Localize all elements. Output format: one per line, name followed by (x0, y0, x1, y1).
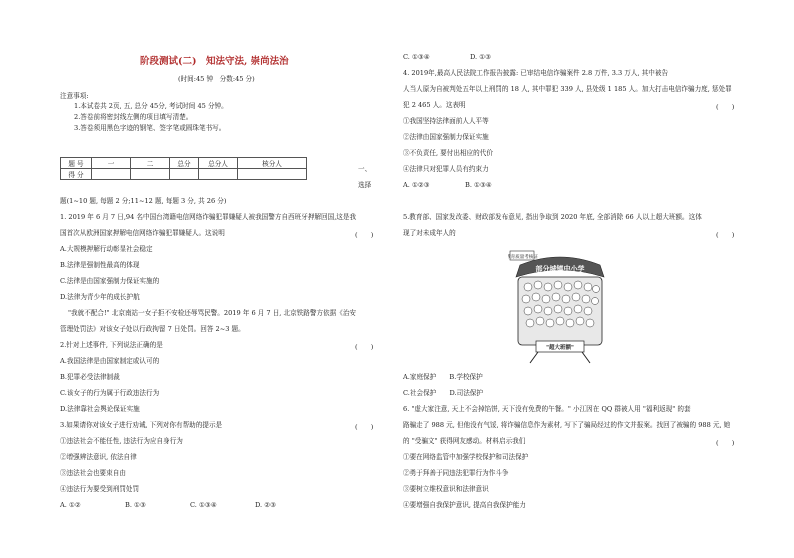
option-text: D.法律为青少年的成长护航 (60, 293, 140, 301)
option-text: B.犯罪必受法律制裁 (60, 373, 120, 381)
note-item: 3.答卷须用黑色字迹的钢笔、签字笔或圆珠笔书写。 (74, 124, 226, 132)
option-text: ①要在网络监管中加强学校保护和司法保护 (403, 453, 529, 461)
time-score-line: (时间:45 钟 分数:45 分) (178, 75, 255, 83)
cartoon-banner: 部分城镇中小学 (535, 265, 585, 273)
option-text: ①违法社会不能任性, 违法行为应自身行为 (60, 437, 183, 445)
question-text: 路骗走了 988 元, 但他没有气馁, 将诈骗信息作为素材, 写下了骗局经过的作文并报案。找回了被骗的 988 元, 她 (403, 421, 731, 429)
score-cell[interactable] (92, 169, 131, 180)
score-header-cell: 总分人 (199, 158, 238, 169)
question-text: 的 "受骗文" 获得网友感动。材料启示我们 (403, 437, 526, 445)
score-header-cell: 题 号 (61, 158, 92, 169)
score-cell[interactable] (238, 169, 307, 180)
answer-choice: D. ①③ (470, 53, 492, 61)
option-text: ③要树立维权意识和法律意识 (403, 485, 489, 493)
answer-choice: B. ①③④ (465, 181, 492, 189)
question-text: 5.教育部、国家发改委、财政部发布意见, 指出争取到 2020 年底, 全部消除 66 人以上超大班额。这体 (403, 213, 702, 221)
score-row-label: 得 分 (61, 169, 92, 180)
note-item: 2.答卷前将密封线左侧的项目填写清楚。 (74, 113, 193, 121)
option-text: C.该女子的行为属于行政违法行为 (60, 389, 160, 397)
section-label: 一、 (358, 165, 372, 173)
option-text: B.法律是强制性最高的体现 (60, 261, 140, 269)
option-text: ③不负责任, 要付出相应的代价 (403, 149, 493, 157)
answer-paren: ( ) (355, 343, 374, 351)
answer-choice: C. ①③④ (403, 53, 430, 61)
score-table (60, 157, 307, 180)
cart-legs-icon (530, 352, 590, 363)
question-text: 1. 2019 年 6 月 7 日,94 名中国台湾籍电信网络诈骗犯罪嫌疑人被我国警方自西班牙押解回国,这是我 (60, 213, 357, 221)
question-text: 犯 2 465 人。这表明 (403, 101, 466, 109)
option-text: ④违法行为要受到刑罚处罚 (60, 485, 140, 493)
answer-paren: ( ) (716, 103, 735, 111)
option-text: D.法律靠社会舆论保证实施 (60, 405, 140, 413)
answer-paren: ( ) (716, 231, 735, 239)
score-header-cell: 核分人 (238, 158, 307, 169)
option-text: ①我国坚持法律面前人人平等 (403, 117, 489, 125)
score-header-cell: 二 (131, 158, 170, 169)
answer-choice: D. ②③ (255, 501, 277, 509)
passage-text: 管理处罚法》对该女子处以行政拘留 7 日处罚。回答 2~3 题。 (60, 325, 245, 333)
option-text: A.大规模押解行动彰显社会稳定 (60, 245, 153, 253)
option-text: ④法律只对犯罪人员有约束力 (403, 165, 489, 173)
question-text: 人当人原为自被判处五年以上刑罚的 18 人, 其中罪犯 339 人, 县处级 1 185 人。加大打击电信诈骗力度, 惩处罪 (403, 85, 732, 93)
question-text: 6. "虚大家注意, 天上不会掉馅饼, 天下没有免费的午餐。" 小江因在 QQ 群被人用 "福利返现" 的套 (403, 405, 691, 413)
answer-choice: A. ①② (60, 501, 81, 509)
question-text: 4. 2019年,最高人民法院工作报告披露: 已审结电信诈骗案件 2.8 万件, 3.3 万人, 其中被告 (403, 69, 669, 77)
answer-paren: ( ) (355, 423, 374, 431)
cartoon-badge: 教育质量考核证 (508, 255, 538, 260)
answer-choice: C. ①③④ (190, 501, 217, 509)
option-text: ③违法社会也要束自由 (60, 469, 126, 477)
score-header-cell: 一 (92, 158, 131, 169)
answer-choice: B. ①③ (125, 501, 146, 509)
option-text: A.家庭保护 B.学校保护 (403, 373, 483, 381)
exam-title: 阶段测试(二) 知法守法, 崇尚法治 (140, 56, 289, 67)
answer-choice: A. ①②③ (403, 181, 430, 189)
question-text: 国首次从欧洲国家押解电信网络诈骗犯罪嫌疑人。这说明 (60, 229, 225, 237)
option-text: C.社会保护 D.司法保护 (403, 389, 483, 397)
question-text: 2.针对上述事件, 下列说法正确的是 (60, 341, 163, 349)
section-label: 选择 (358, 181, 372, 189)
score-cell[interactable] (170, 169, 199, 180)
question-text: 现了对未成年人的 (403, 229, 456, 237)
cartoon-illustration (508, 245, 612, 365)
cartoon-tag: "超大班额" (546, 345, 574, 351)
option-text: ②法律由国家强制力保证实施 (403, 133, 489, 141)
answer-paren: ( ) (355, 231, 374, 239)
option-text: A.我国法律是由国家制定或认可的 (60, 357, 160, 365)
section-description: 题(1~10 题, 每题 2 分;11~12 题, 每题 3 分, 共 26 分) (60, 197, 227, 205)
option-text: ④要增强自我保护意识, 提高自我保护能力 (403, 501, 526, 509)
question-text: 3.如果请你对该女子进行劝诫, 下列对你有帮助的提示是 (60, 421, 223, 429)
answer-paren: ( ) (716, 439, 735, 447)
passage-text: "我就不配合!" 北京南站一女子拒不安检还辱骂民警。2019 年 6 月 7 日, 北京铁路警方依据《治安 (68, 309, 357, 317)
note-item: 1.本试卷共 2页, 五, 总分 45分, 考试时间 45 分钟。 (74, 102, 228, 110)
score-cell[interactable] (131, 169, 170, 180)
score-header-cell: 总分 (170, 158, 199, 169)
option-text: ②勇于拜善于同违法犯罪行为作斗争 (403, 469, 509, 477)
notes-heading: 注意事项: (60, 92, 89, 100)
score-cell[interactable] (199, 169, 238, 180)
option-text: ②增强辨法意识, 依法自律 (60, 453, 137, 461)
option-text: C.法律是由国家强制力保证实施的 (60, 277, 160, 285)
